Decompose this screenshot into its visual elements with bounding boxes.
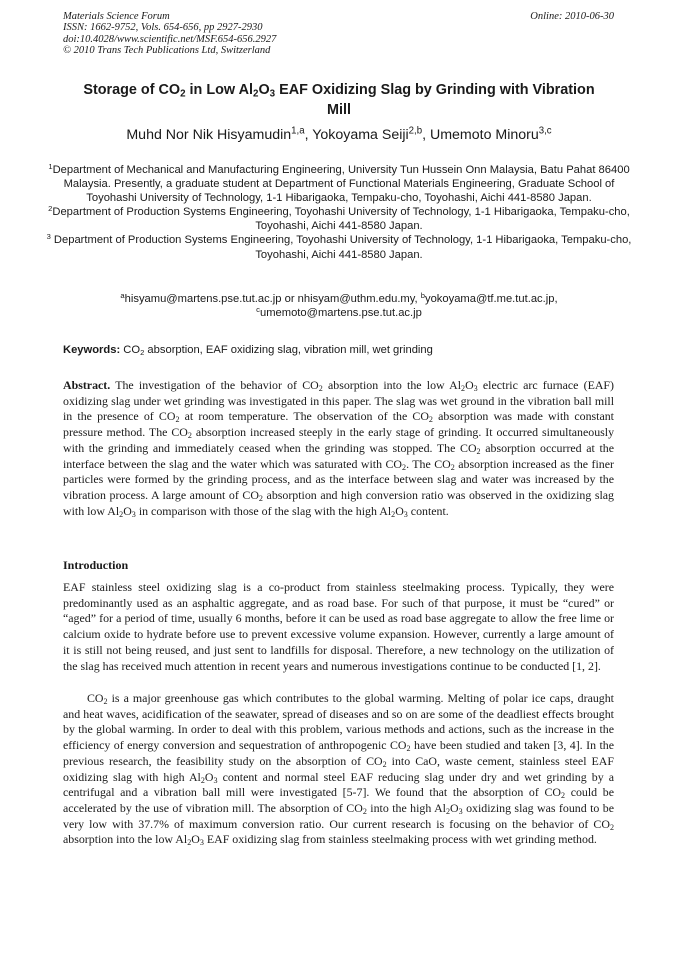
title-subscript: 2 <box>180 88 186 100</box>
affiliation-list <box>40 163 638 262</box>
subscript: 3 <box>458 806 463 816</box>
author-name: , Yokoyama Seiji <box>304 127 409 143</box>
subscript: 2 <box>402 462 407 472</box>
author-list <box>40 126 638 144</box>
intro-text: O <box>450 800 459 815</box>
intro-text: could be accelerated by the use of vibration mill. The absorption of CO <box>63 785 614 815</box>
email-mark: c <box>256 304 260 314</box>
intro-text: EAF oxidizing slag from stainless steelmaking process with wet grinding method. <box>203 832 597 847</box>
intro-text: O <box>191 832 200 847</box>
abstract-paragraph <box>63 378 614 519</box>
intro-text: into the high Al <box>366 800 446 815</box>
section-heading: Introduction <box>63 558 129 572</box>
keywords-text: absorption, EAF oxidizing slag, vibration mill, wet grinding <box>144 344 433 356</box>
author-name: Muhd Nor Nik Hisyamudin <box>126 127 292 143</box>
abstract-text: in comparison with those of the slag with the high Al <box>135 503 392 518</box>
subscript: 3 <box>131 509 136 519</box>
author-affiliation-mark: 2,b <box>408 125 423 137</box>
doi-line: doi:10.4028/www.scientific.net/MSF.654-656.2927 <box>63 33 277 45</box>
author-affiliation-mark: 1,a <box>291 125 305 137</box>
author-affiliation-mark: 3,c <box>538 125 552 137</box>
subscript: 2 <box>175 415 180 425</box>
abstract-text: absorption into the low Al <box>322 378 462 392</box>
abstract-text: absorption occurred at the interface between the slag and the water which was saturated with CO <box>63 440 614 471</box>
abstract-text: O <box>395 503 404 518</box>
affiliation-3 <box>40 233 638 261</box>
abstract-text: absorption increased as the finer particles were formed by the grinding process, and as the interface between slag and water was increased by the vibration process. A large amount of CO <box>63 456 614 502</box>
subscript: 2 <box>445 806 451 816</box>
subscript: 2 <box>187 838 192 848</box>
email-text: umemoto@martens.pse.tut.ac.jp <box>259 307 422 320</box>
journal-name: Materials Science Forum <box>63 11 170 22</box>
email-text: yokoyama@tf.me.tut.ac.jp, <box>424 293 558 305</box>
affiliation-2 <box>40 205 638 233</box>
email-text: hisyamu@martens.pse.tut.ac.jp or nhisyam@uthm.edu.my, <box>124 293 421 305</box>
subscript: 3 <box>403 509 408 519</box>
subscript: 2 <box>187 431 192 441</box>
abstract-text: O <box>465 378 474 392</box>
intro-text: is a major greenhouse gas which contributes to the global warming. Melting of polar ice caps, draught and heat waves, acidification of the seawater, spread of diseases and so on are some of the deadliest effects brought by the global warming. In order to deal with this problem, various methods and actions, such as the increase in the efficiency of energy conversion and sequestration of anthropogenic CO <box>63 691 614 753</box>
keywords-line <box>63 343 623 357</box>
subscript: 2 <box>119 509 124 519</box>
keywords-label: Keywords: <box>63 344 121 356</box>
keywords-subscript: 2 <box>140 347 145 357</box>
intro-text: content and normal steel EAF reducing slag under dry and wet grinding by a centrifugal and a vibration ball mill were investigated [5-7]. We found that the absorption of CO <box>63 769 614 800</box>
subscript: 2 <box>391 509 396 519</box>
title-text: EAF Oxidizing Slag by Grinding with Vibration Mill <box>275 82 595 118</box>
email-list <box>40 292 638 320</box>
online-date: Online: 2010-06-30 <box>530 11 614 22</box>
subscript: 2 <box>318 384 323 394</box>
subscript: 3 <box>199 838 204 848</box>
affiliation-text: Department of Production Systems Engineering, Toyohashi University of Technology, 1-1 Hibarigaoka, Tempaku-cho, Toyohashi, Aichi 441-8580 Japan. <box>50 234 632 261</box>
subscript: 2 <box>428 415 433 425</box>
subscript: 2 <box>406 744 411 754</box>
intro-text: oxidizing slag was found to be very low with 37.7% of maximum conversion ratio. Our current research is focusing on the behavior of CO <box>63 800 614 831</box>
abstract-text: at room temperature. The observation of the CO <box>179 409 429 424</box>
abstract-text: absorption and high conversion ratio was observed in the oxidizing slag with low Al <box>63 487 614 518</box>
intro-text: absorption into the low Al <box>63 832 188 847</box>
intro-text: have been studied and taken [3, 4]. In the previous research, the feasibility study on the absorption of CO <box>63 738 614 768</box>
subscript: 2 <box>258 493 263 503</box>
intro-text: CO <box>87 691 104 705</box>
abstract-text: absorption was made with constant pressure method. The CO <box>63 409 614 440</box>
subscript: 2 <box>476 446 481 456</box>
abstract-text: absorption increased steeply in the early stage of grinding. It occurred simultaneously with the grinding and immediately ceased when the grinding was stopped. The CO <box>63 425 615 455</box>
copyright-line: © 2010 Trans Tech Publications Ltd, Switzerland <box>63 44 271 56</box>
journal-header <box>63 11 276 56</box>
title-subscript: 3 <box>269 88 276 100</box>
subscript: 2 <box>461 384 466 394</box>
paper-title <box>70 80 608 120</box>
abstract-text: . The CO <box>406 456 451 471</box>
keywords-text: CO <box>120 344 141 356</box>
subscript: 2 <box>450 462 455 472</box>
email-mark: a <box>120 290 125 300</box>
affiliation-text: Department of Production Systems Engineering, Toyohashi University of Technology, 1-1 Hibarigaoka, Tempaku-cho, Toyohashi, Aichi 441-8580 Japan. <box>52 206 630 233</box>
email-mark: b <box>420 290 425 300</box>
affiliation-mark: 2 <box>48 204 53 214</box>
subscript: 2 <box>200 775 205 785</box>
intro-text: into CaO, waste cement, stainless steel EAF oxidizing slag with high Al <box>63 753 614 784</box>
affiliation-1 <box>40 163 638 205</box>
subscript: 3 <box>213 775 218 785</box>
subscript: 2 <box>103 697 108 707</box>
subscript: 2 <box>561 791 566 801</box>
title-text: in Low Al <box>185 82 253 98</box>
affiliation-mark: 1 <box>48 161 53 171</box>
issn-line: ISSN: 1662-9752, Vols. 654-656, pp 2927-2930 <box>63 22 263 34</box>
title-subscript: 2 <box>252 88 259 100</box>
abstract-text: electric arc furnace (EAF) oxidizing slag under wet grinding was investigated in this paper. The slag was wet ground in the vibration ball mill in the presence of CO <box>63 378 615 424</box>
subscript: 2 <box>609 822 614 832</box>
subscript: 2 <box>362 806 367 816</box>
subscript: 3 <box>473 384 478 394</box>
subscript: 2 <box>382 759 387 769</box>
affiliation-text: Department of Mechanical and Manufacturing Engineering, University Tun Hussein Onn Malaysia, Batu Pahat 86400 Malaysia. Presently, a graduate student at Department of Functional Materials Engineering, Graduate School of Toyohashi University of Technology, 1-1 Hibarigaoka, Tempaku-cho, Toyohashi, Aichi 441-8580 Japan. <box>52 164 630 205</box>
author-name: , Umemoto Minoru <box>422 127 539 143</box>
abstract-text: The investigation of the behavior of CO <box>110 378 319 392</box>
intro-paragraph-2 <box>63 691 614 848</box>
intro-text: O <box>204 769 214 784</box>
affiliation-mark: 3 <box>46 232 51 242</box>
abstract-text: O <box>123 503 132 518</box>
abstract-label: Abstract. <box>63 378 111 392</box>
title-text: Storage of CO <box>83 82 181 98</box>
intro-paragraph-1: EAF stainless steel oxidizing slag is a co-product from stainless steelmaking process. Typically, they were predominantly used as an asphaltic aggregate, and as road base. For such of that purpose, it must be “cured” or “aged” for a period of time, usually 6 months, before it can be used as road base aggregate to allow the free lime or calcium oxide to hydrate before use to prevent excessive volume expansion. However, currently a large amount of it is still not being reused, and just sent to landfills for disposal. Therefore, a new technology on the utilization of the slag has received much attention in recent years and numerous investigations continue to be conducted [1, 2]. <box>63 580 614 673</box>
abstract-text: content. <box>407 503 449 518</box>
title-text: O <box>258 82 270 98</box>
